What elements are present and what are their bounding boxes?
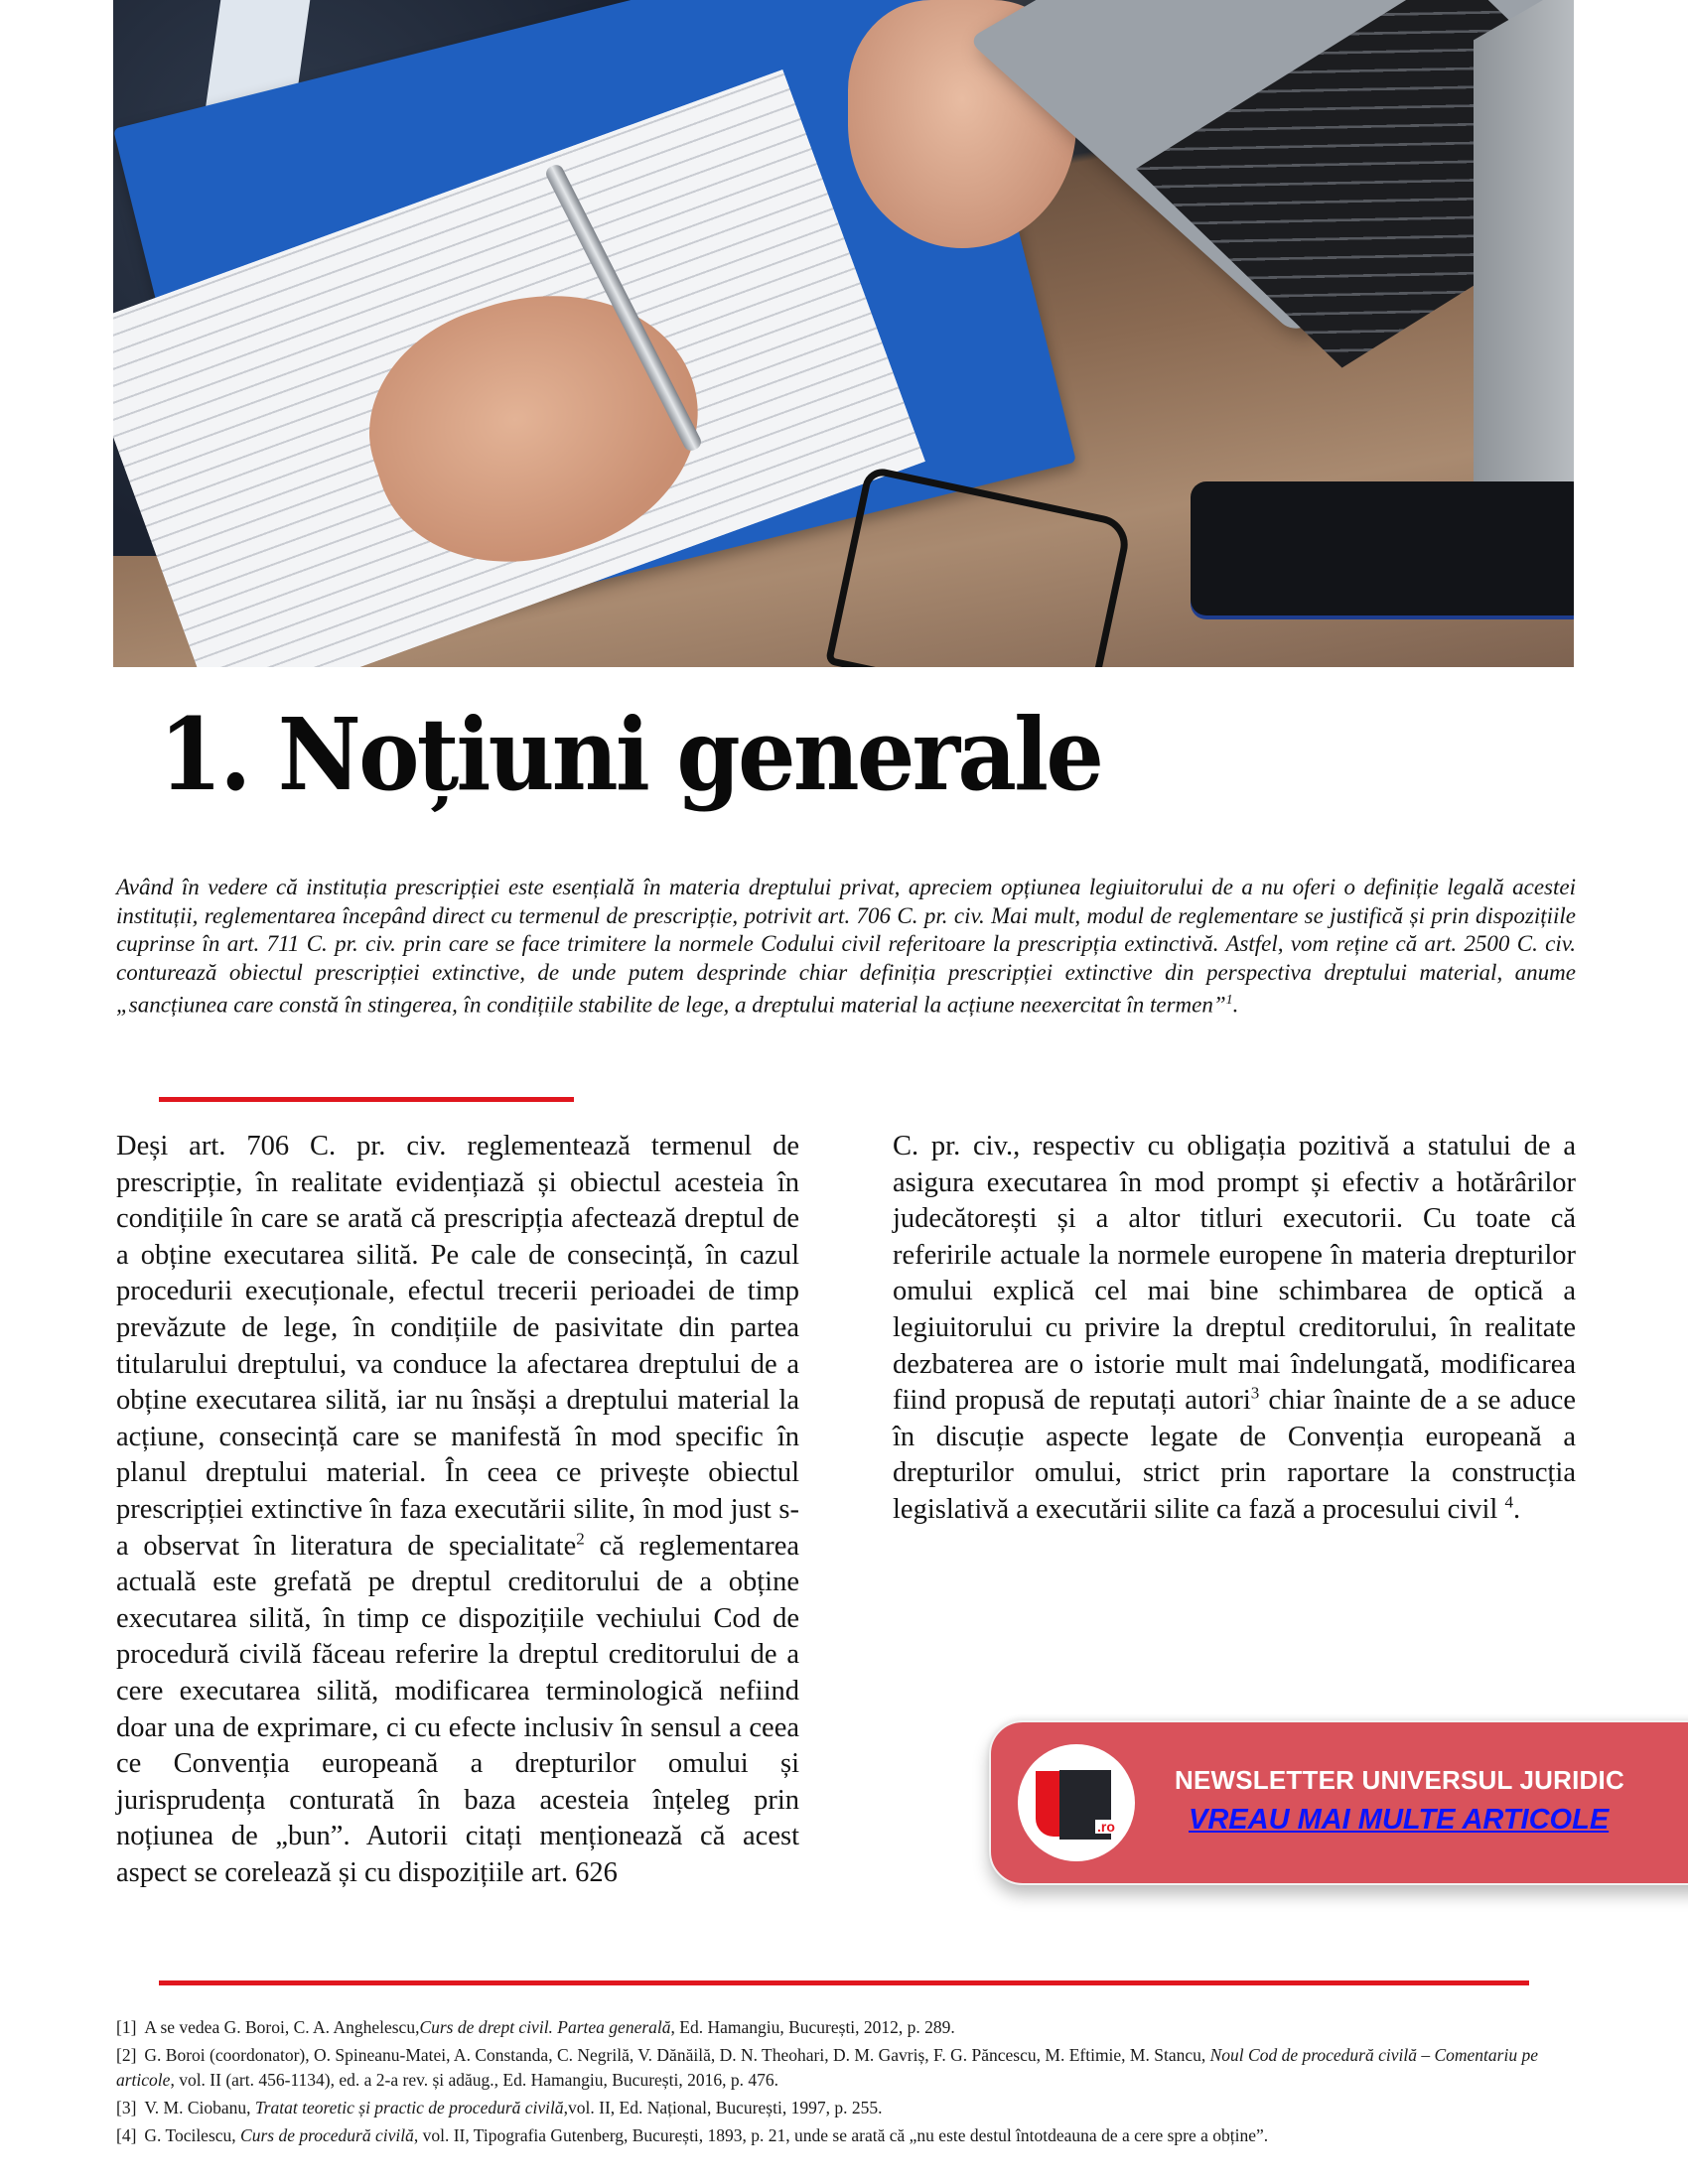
- footnote-number: [4]: [116, 2125, 137, 2145]
- lead-end: .: [1232, 992, 1239, 1018]
- footnote-text: G. Tocilescu,: [144, 2125, 241, 2145]
- footnote-item: [116, 2096, 1576, 2120]
- footnote-item: [116, 2015, 1576, 2040]
- red-divider-footnotes: [159, 1980, 1529, 1985]
- footnote-ref-2[interactable]: 2: [576, 1529, 585, 1549]
- footnote-number: [3]: [116, 2098, 137, 2117]
- footnote-text: G. Boroi (coordonator), O. Spineanu-Matei, A. Constanda, C. Negrilă, V. Dănăilă, D. N. Theohari, D. M. Gavriș, F. G. Păncescu, M. Eftimie, M. Stancu,: [144, 2045, 1210, 2065]
- lead-paragraph: [116, 874, 1576, 1020]
- body-left-text-2: că reglementarea actuală este grefată pe dreptul creditorului de a obține executarea silită, în timp ce dispozițiile vechiului Cod de procedură civilă făceau referire la dreptul creditorului de a cere executarea silită, modificarea terminologică nefiind doar una de exprimare, ci cu efecte inclusiv în sensul a ceea ce Convenția europeană a drepturilor omului și jurisprudența conturată în baza acesteia înțeleg prin noțiunea de „bun”. Autorii citați menționează că acest aspect se corelează și cu dispozițiile art. 626: [116, 1530, 799, 1888]
- universul-juridic-logo[interactable]: [1018, 1744, 1135, 1861]
- body-right-text-3: .: [1512, 1493, 1521, 1525]
- footnote-text: , vol. II (art. 456-1134), ed. a 2-a rev. și adăug., Ed. Hamangiu, București, 2016, p. 476.: [170, 2070, 778, 2090]
- body-left-text-1: Deși art. 706 C. pr. civ. reglementează termenul de prescripție, în realitate evidențiază și obiectul acesteia în condițiile în care se arată că prescripția afectează dreptul de a obține executarea silită. Pe cale de consecință, în cazul procedurii execuționale, efectul trecerii perioadei de timp prevăzute de lege, în condițiile de pasivitate din partea titularului dreptului, va conduce la afectarea dreptului de a obține executarea silită, iar nu însăși a dreptului material la acțiune, consecință care se manifestă în mod specific în planul dreptului material. În ceea ce privește obiectul prescripției extinctive în faza executării silite, în mod just s-a observat în literatura de specialitate: [116, 1131, 799, 1562]
- footnote-text: , vol. II, Tipografia Gutenberg, București, 1893, p. 21, unde se arată că „nu este destul întotdeauna de a cere spre a obține”.: [413, 2125, 1269, 2145]
- footnote-number: [1]: [116, 2017, 137, 2037]
- photo-eyeglasses: [825, 466, 1133, 667]
- photo-laptop-screen: [1474, 0, 1574, 556]
- footnote-ref-3[interactable]: 3: [1250, 1383, 1260, 1403]
- logo-domain-suffix: .ro: [1097, 1819, 1115, 1835]
- body-column-left: [116, 1129, 799, 1891]
- red-divider-short: [159, 1097, 574, 1102]
- footnote-text: ,vol. II, Ed. Național, București, 1997, p. 255.: [563, 2098, 883, 2117]
- footnote-number: [2]: [116, 2045, 137, 2065]
- more-articles-link[interactable]: VREAU MAI MULTE ARTICOLE: [1189, 1804, 1610, 1836]
- footnote-text: , Ed. Hamangiu, București, 2012, p. 289.: [670, 2017, 955, 2037]
- photo-smartphone: [1191, 481, 1574, 615]
- footnote-text: V. M. Ciobanu,: [144, 2098, 255, 2117]
- footnote-title: Tratat teoretic și practic de procedură civilă: [254, 2098, 564, 2117]
- newsletter-banner[interactable]: [989, 1720, 1688, 1885]
- body-right-text-2: chiar înainte de a se aduce în discuție aspecte legate de Convenția europeană a drepturilor omului, strict prin raportare la construcția legislativă a executării silite ca fază a procesului civil: [893, 1385, 1576, 1525]
- footnote-item: [116, 2043, 1576, 2093]
- footnote-item: [116, 2123, 1576, 2148]
- section-title: 1. Noțiuni generale: [159, 696, 1102, 813]
- lead-text: Având în vedere că instituția prescripției este esențială în materia dreptului privat, apreciem opțiunea legiuitorului de a nu oferi o definiție legală acestei instituții, reglementarea începând direct cu termenul de prescripție, potrivit art. 706 C. pr. civ. Mai mult, modul de reglementare se justifică și prin dispozițiile cuprinse în art. 711 C. pr. civ. prin care se face trimitere la normele Codului civil referitoare la prescripția extinctivă. Astfel, vom reține că art. 2500 C. civ. conturează obiectul prescripției extinctive, de unde putem desprinde chiar definiția prescripției extinctive din perspectiva dreptului material, anume „sancțiunea care constă în stingerea, în condițiile stabilite de lege, a dreptului material la acțiune neexercitat în termen”: [116, 875, 1576, 1018]
- footnote-title: Noul Cod de procedură civilă – Comentariu pe articole: [116, 2045, 1538, 2090]
- hero-photo: [113, 0, 1574, 667]
- footnote-ref-1[interactable]: 1: [1225, 993, 1233, 1008]
- footnote-title: Curs de procedură civilă: [240, 2125, 414, 2145]
- footnotes-list: [116, 2015, 1576, 2151]
- footnote-title: Curs de drept civil. Partea generală: [419, 2017, 671, 2037]
- body-column-right: [893, 1129, 1576, 1529]
- newsletter-title: NEWSLETTER UNIVERSUL JURIDIC: [1175, 1765, 1624, 1795]
- footnote-ref-4[interactable]: 4: [1504, 1492, 1513, 1512]
- body-right-text-1: C. pr. civ., respectiv cu obligația pozitivă a statului de a asigura executarea în mod prompt și efectiv a hotărârilor judecătorești și a altor titluri executorii. Cu toate că referirile actuale la normele europene în materia drepturilor omului explică cel mai bine schimbarea de optică a legiuitorului cu privire la dreptul creditorului, în realitate dezbaterea are o istorie mult mai îndelungată, modificarea fiind propusă de reputați autori: [893, 1131, 1576, 1417]
- footnote-text: A se vedea G. Boroi, C. A. Anghelescu,: [144, 2017, 420, 2037]
